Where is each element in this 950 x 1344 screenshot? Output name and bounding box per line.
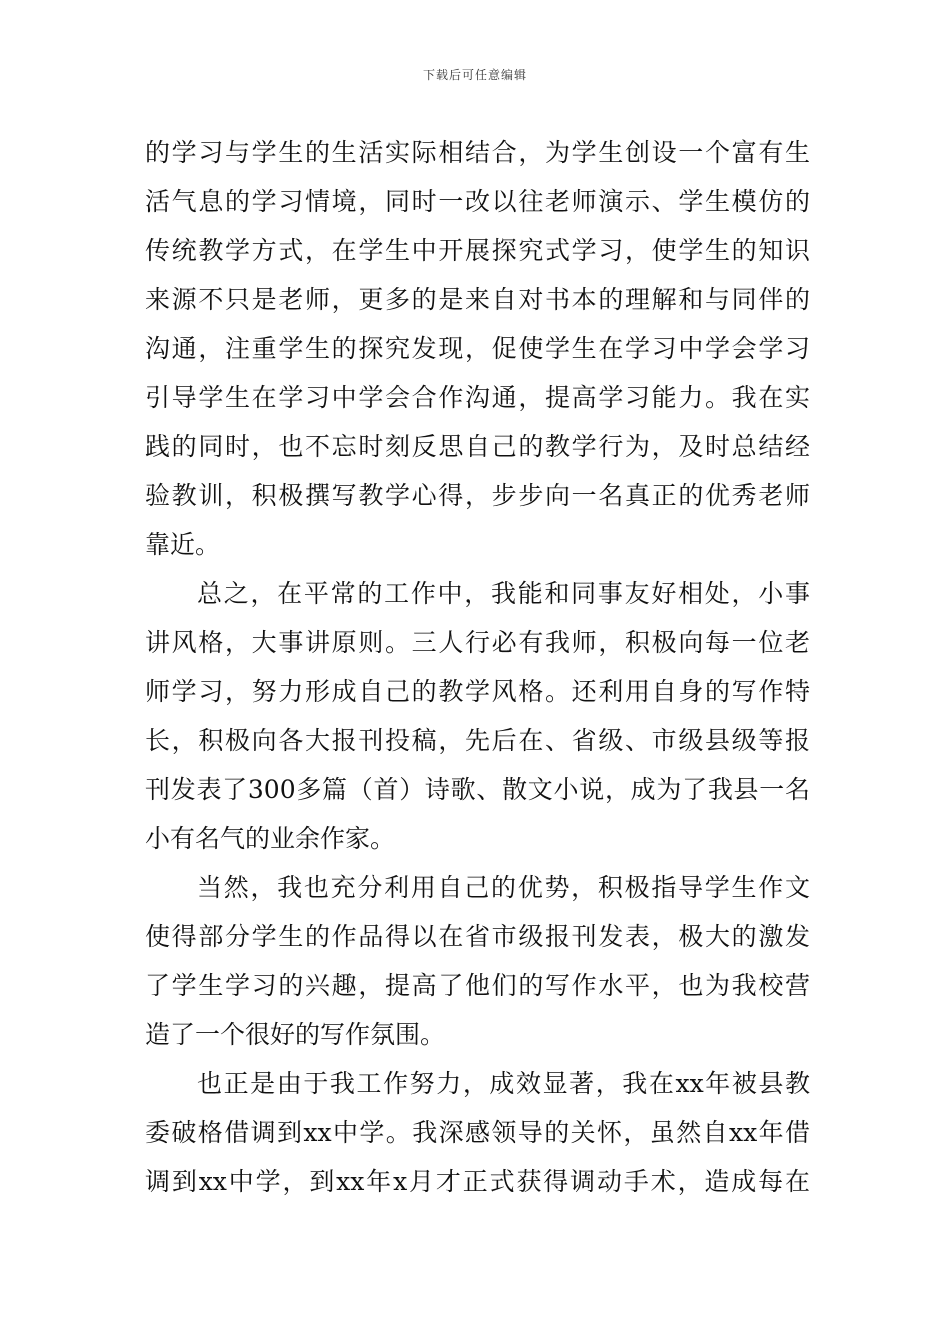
text-line: 验教训，积极撰写教学心得，步步向一名真正的优秀老师	[145, 481, 810, 510]
text-line: 了学生学习的兴趣，提高了他们的写作水平，也为我校营	[145, 971, 810, 1000]
text-line: 传统教学方式，在学生中开展探究式学习，使学生的知识	[145, 236, 810, 265]
text-line: 使得部分学生的作品得以在省市级报刊发表，极大的激发	[145, 922, 810, 951]
paragraph-first-line: 总之，在平常的工作中，我能和同事友好相处，小事	[197, 579, 810, 608]
paragraph-first-line: 也正是由于我工作努力，成效显著，我在xx年被县教	[197, 1069, 810, 1098]
text-line: 引导学生在学习中学会合作沟通，提高学习能力。我在实	[145, 383, 810, 412]
text-line: 来源不只是老师，更多的是来自对书本的理解和与同伴的	[145, 285, 810, 314]
text-line: 小有名气的业余作家。	[145, 824, 396, 853]
text-line: 师学习，努力形成自己的教学风格。还利用自身的写作特	[145, 677, 810, 706]
text-line: 靠近。	[145, 530, 221, 559]
text-line: 的学习与学生的生活实际相结合，为学生创设一个富有生	[145, 138, 810, 167]
document-body	[145, 128, 810, 1206]
text-line: 刊发表了300多篇（首）诗歌、散文小说，成为了我县一名	[145, 775, 810, 804]
text-line: 沟通，注重学生的探究发现，促使学生在学习中学会学习	[145, 334, 810, 363]
text-line: 委破格借调到xx中学。我深感领导的关怀，虽然自xx年借	[145, 1118, 810, 1147]
paragraph-first-line: 当然，我也充分利用自己的优势，积极指导学生作文	[197, 873, 810, 902]
text-line: 讲风格，大事讲原则。三人行必有我师，积极向每一位老	[145, 628, 810, 657]
page-header-note: 下载后可任意编辑	[422, 68, 527, 82]
text-line: 活气息的学习情境，同时一改以往老师演示、学生模仿的	[145, 187, 810, 216]
text-line: 调到xx中学，到xx年x月才正式获得调动手术，造成每在	[145, 1167, 810, 1196]
text-line: 践的同时，也不忘时刻反思自己的教学行为，及时总结经	[145, 432, 810, 461]
text-line: 造了一个很好的写作氛围。	[145, 1020, 446, 1049]
text-line: 长，积极向各大报刊投稿，先后在、省级、市级县级等报	[145, 726, 810, 755]
